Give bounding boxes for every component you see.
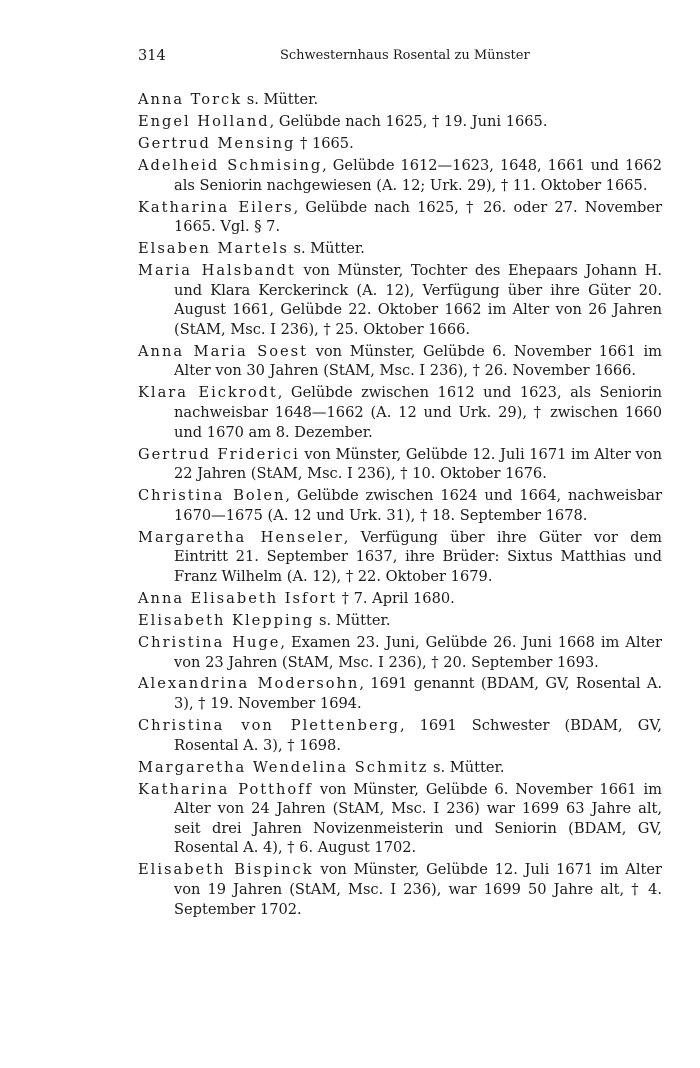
entry-name: Elsaben Martels: [138, 240, 289, 258]
entry-text: von Münster, Gelübde 6. November 1661 im Alter von 30 Jahren (StAM, Msc. I 236), † 26. November 1666.: [174, 342, 662, 380]
list-item: [138, 758, 662, 778]
entry-text: , Gelübde zwischen 1612 und 1623, als Seniorin nachweisbar 1648—1662 (A. 12 und Urk. 29), † zwischen 1660 und 1670 am 8. Dezember.: [174, 384, 662, 441]
entry-text: s. Mütter.: [288, 240, 365, 258]
page-number: 314: [138, 48, 166, 64]
entry-text: s. Mütter.: [428, 758, 505, 776]
entry-text: s. Mütter.: [314, 611, 391, 629]
list-item: [138, 611, 662, 631]
list-item: [138, 342, 662, 381]
list-item: [138, 528, 662, 587]
entry-text: , 1691 Schwester (BDAM, GV, Rosental A. 3), † 1698.: [174, 717, 662, 754]
entry-name: Elisabeth Bispinck: [138, 861, 314, 879]
list-item: [138, 134, 662, 154]
list-item: [138, 633, 662, 672]
entry-name: Margaretha Wendelina Schmitz: [138, 758, 429, 776]
entry-text: , Verfügung über ihre Güter vor dem Eintritt 21. September 1637, ihre Brüder: Sixtus Matthias und Franz Wilhelm (A. 12), † 22. Oktober 1679.: [174, 528, 662, 585]
entry-name: Katharina Potthoff: [138, 780, 313, 798]
entry-text: von Münster, Gelübde 12. Juli 1671 im Alter von 19 Jahren (StAM, Msc. I 236), war 1699 50 Jahre alt, † 4. September 1702.: [174, 861, 662, 918]
list-item: [138, 716, 662, 755]
entry-list: [138, 90, 662, 922]
list-item: [138, 860, 662, 919]
entry-name: Christina von Plettenberg: [138, 717, 400, 735]
list-item: [138, 589, 662, 609]
list-item: [138, 674, 662, 713]
entry-name: Gertrud Friderici: [138, 445, 300, 463]
entry-name: Gertrud Mensing: [138, 134, 296, 152]
entry-name: Anna Elisabeth Isfort: [138, 589, 338, 607]
list-item: [138, 198, 662, 237]
page-header: [138, 48, 662, 70]
list-item: [138, 156, 662, 195]
entry-name: Margaretha Henseler: [138, 528, 344, 546]
entry-text: von Münster, Gelübde 6. November 1661 im Alter von 24 Jahren (StAM, Msc. I 236) war 1699 63 Jahre alt, seit drei Jahren Novizenmeisterin und Seniorin (BDAM, GV, Rosental A. 4), † 6. August 1702.: [174, 780, 662, 857]
entry-name: Alexandrina Modersohn: [138, 675, 360, 693]
entry-text: , Gelübde zwischen 1624 und 1664, nachweisbar 1670—1675 (A. 12 und Urk. 31), † 18. September 1678.: [174, 487, 662, 524]
entry-text: , Gelübde 1612—1623, 1648, 1661 und 1662 als Seniorin nachgewiesen (A. 12; Urk. 29), † 11. Oktober 1665.: [174, 156, 662, 194]
entry-name: Maria Halsbandt: [138, 262, 296, 280]
entry-name: Klara Eickrodt: [138, 384, 278, 402]
list-item: [138, 383, 662, 442]
list-item: [138, 90, 662, 110]
entry-name: Elisabeth Klepping: [138, 611, 315, 629]
entry-text: , Gelübde nach 1625, † 19. Juni 1665.: [269, 112, 548, 130]
entry-name: Anna Torck: [138, 91, 243, 108]
entry-text: von Münster, Tochter des Ehepaars Johann H. und Klara Kerckerinck (A. 12), Verfügung über ihre Güter 20. August 1661, Gelübde 22. Oktober 1662 im Alter von 26 Jahren (StAM, Msc. I 236), † 25. Oktober 1666.: [174, 262, 662, 338]
entry-name: Christina Bolen: [138, 487, 286, 505]
running-title: Schwesternhaus Rosental zu Münster: [280, 48, 530, 63]
list-item: [138, 445, 662, 484]
list-item: [138, 261, 662, 339]
entry-text: von Münster, Gelübde 12. Juli 1671 im Alter von 22 Jahren (StAM, Msc. I 236), † 10. Oktober 1676.: [174, 445, 662, 483]
entry-name: Anna Maria Soest: [138, 342, 309, 360]
entry-name: Katharina Eilers: [138, 198, 294, 216]
entry-text: , 1691 genannt (BDAM, GV, Rosental A. 3), † 19. November 1694.: [174, 675, 663, 713]
entry-text: † 1665.: [295, 134, 354, 152]
entry-name: Christina Huge: [138, 633, 281, 651]
entry-name: Adelheid Schmising: [138, 156, 323, 174]
list-item: [138, 780, 662, 858]
entry-text: , Gelübde nach 1625, † 26. oder 27. November 1665. Vgl. § 7.: [174, 198, 662, 236]
list-item: [138, 239, 662, 259]
entry-text: † 7. April 1680.: [337, 589, 455, 607]
entry-text: , Examen 23. Juni, Gelübde 26. Juni 1668 im Alter von 23 Jahren (StAM, Msc. I 236), † 20. September 1693.: [174, 633, 663, 671]
list-item: [138, 112, 662, 132]
list-item: [138, 486, 662, 525]
entry-text: s. Mütter.: [242, 91, 319, 108]
entry-name: Engel Holland: [138, 112, 270, 130]
